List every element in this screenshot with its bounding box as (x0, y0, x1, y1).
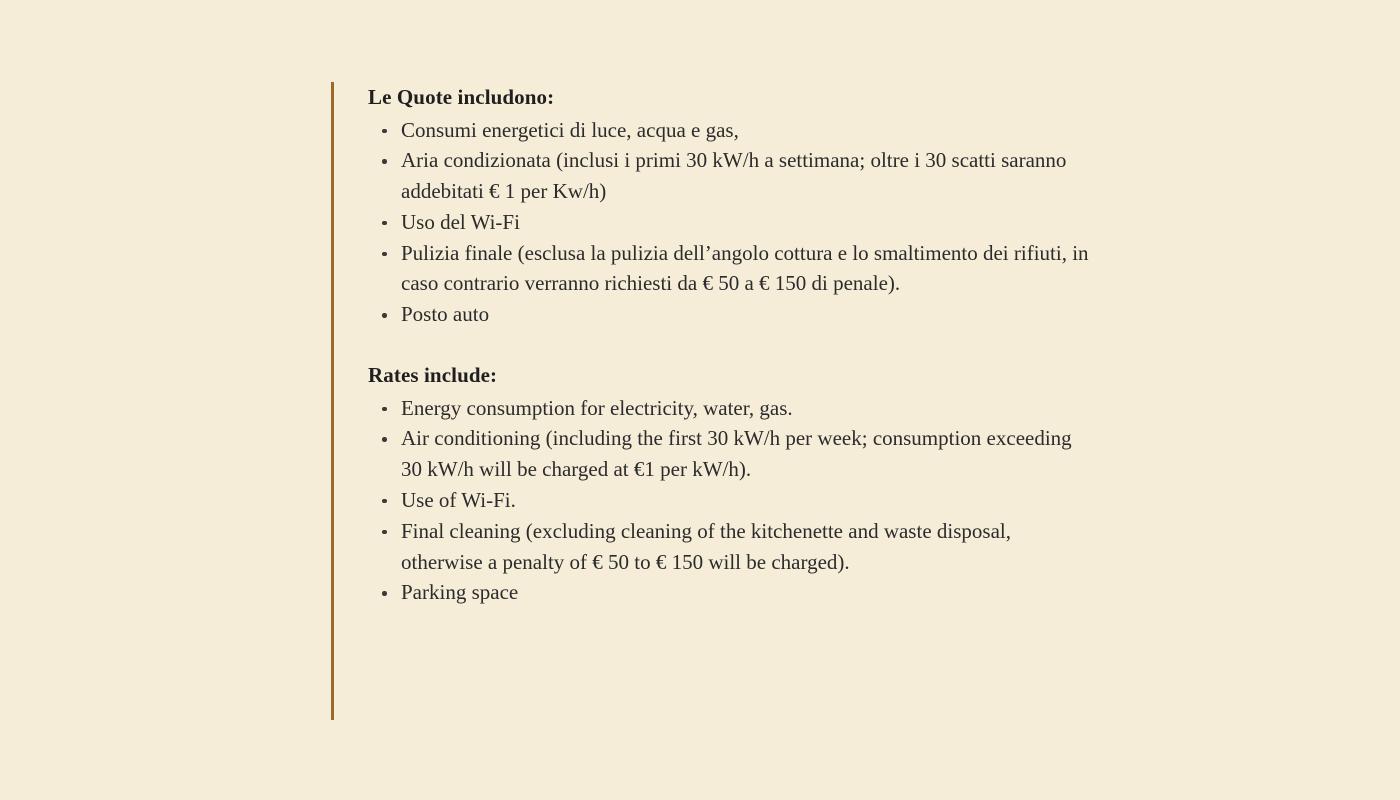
list-item: Final cleaning (excluding cleaning of the kitchenette and waste disposal, otherwise a penalty of € 50 to € 150 will be charged). (368, 516, 1091, 578)
list-item: Energy consumption for electricity, water, gas. (368, 393, 1091, 424)
section-italian (368, 82, 1091, 330)
list-item: Parking space (368, 577, 1091, 608)
quote-block (331, 82, 1091, 720)
section-title-italian: Le Quote includono: (368, 85, 555, 109)
list-item: Air conditioning (including the first 30 kW/h per week; consumption exceeding 30 kW/h will be charged at €1 per kW/h). (368, 423, 1091, 485)
list-item: Pulizia finale (esclusa la pulizia dell’angolo cottura e lo smaltimento dei rifiuti, in caso contrario verranno richiesti da € 50 a € 150 di penale). (368, 238, 1091, 300)
section-english (368, 360, 1091, 608)
list-english (368, 393, 1091, 609)
list-item: Posto auto (368, 299, 1091, 330)
list-item: Use of Wi-Fi. (368, 485, 1091, 516)
list-item: Consumi energetici di luce, acqua e gas, (368, 115, 1091, 146)
list-item: Uso del Wi-Fi (368, 207, 1091, 238)
list-italian (368, 115, 1091, 331)
section-title-english: Rates include: (368, 363, 498, 388)
list-item: Aria condizionata (inclusi i primi 30 kW/h a settimana; oltre i 30 scatti saranno addebitati € 1 per Kw/h) (368, 145, 1091, 207)
